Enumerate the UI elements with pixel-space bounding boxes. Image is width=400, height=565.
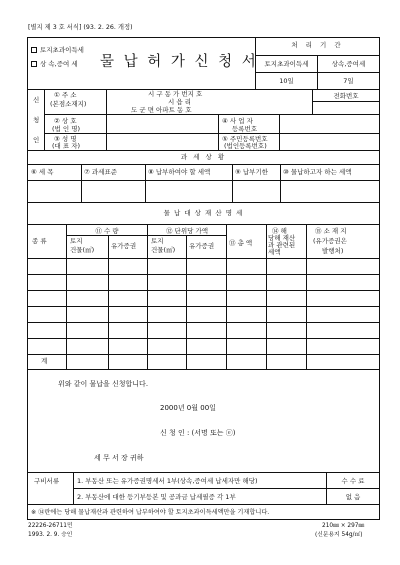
applicant-char-2: 청 (33, 116, 40, 124)
related-tax-header-2: 당해 재산 (268, 234, 296, 242)
declaration-date: 2000년 0월 00일 (160, 404, 216, 412)
tax-col-1 (81, 164, 82, 202)
tax-col-3 (232, 164, 233, 202)
qty-price-subline (66, 235, 226, 236)
company-label: ② 상 호 (54, 117, 77, 125)
location-header-1: ⑮ 소 재 지 (315, 227, 347, 235)
applicant-char-3: 인 (33, 136, 40, 144)
address-sublabel: (본점소재지) (50, 100, 87, 108)
phone-label[interactable]: 전화번호 (333, 92, 359, 100)
name-label: ③ 성 명 (54, 135, 77, 143)
inherit-tax-checkbox[interactable] (31, 61, 37, 67)
biz-number-label: ④ 사 업 자 (222, 117, 253, 125)
property-row-1 (27, 274, 380, 275)
related-tax-header-3: 과 관련된 (268, 241, 296, 249)
note-text: ※ ⑭란에는 당해 물납재산과 관련하여 납부하여야 할 토지초과이득세액만을 기재합니다. (31, 509, 270, 516)
price-securities-header: 유가증권 (189, 242, 215, 250)
address-line-1: 시 구 동 가 번지 호 (148, 90, 203, 98)
documents-label: 구비서류 (34, 477, 60, 485)
name-sublabel: (대 표 자) (52, 142, 81, 150)
prop-col-3 (147, 224, 148, 369)
id-number-sublabel: (법인등록번호) (224, 142, 267, 150)
documents-item-2: 2. 부동산에 대한 등기부등본 및 공과금 납세필증 각 1부 (77, 493, 236, 501)
applicant-side-line (44, 89, 45, 150)
frame-bottom (27, 519, 380, 520)
property-row-3 (27, 306, 380, 307)
id-number-label: ⑤ 주민등록번호 (222, 135, 268, 143)
property-section-title: 물 납 대 상 재 산 명 세 (163, 209, 244, 217)
period-line-2 (255, 72, 380, 73)
location-header-2: (유가증권은 (313, 237, 347, 245)
inherit-tax-option: 상 속,증여 세 (40, 60, 78, 68)
applicant-char-1: 신 (33, 96, 40, 104)
docs-row-line (73, 488, 380, 489)
applicant-label-line (106, 89, 107, 150)
property-row-5 (27, 338, 380, 339)
header-bottom (27, 89, 380, 90)
tax-due-header: ⑧ 납부하여야 할 세액 (148, 168, 211, 176)
tax-deadline-header: ⑨ 납부기한 (235, 168, 269, 176)
company-sublabel: (법 인 명) (52, 125, 81, 133)
total-row-label: 계 (41, 357, 48, 365)
price-land-unit: 건물(㎡) (151, 246, 176, 254)
prop-col-4 (186, 235, 187, 369)
qty-securities-header: 유가증권 (111, 242, 137, 250)
frame-top (27, 37, 380, 38)
footer-paper-type: (신문용지 54g/㎡) (315, 532, 363, 538)
qty-land-unit: 건물(㎡) (70, 246, 95, 254)
tax-base-header: ⑦ 과세표준 (84, 168, 118, 176)
property-header-bottom (27, 258, 380, 259)
location-header-3: 발행처) (322, 247, 344, 255)
land-tax-checkbox[interactable] (31, 47, 37, 53)
tax-inkind-header: ⑩ 물납하고자 하는 세액 (283, 168, 352, 176)
prop-col-7 (306, 224, 307, 369)
unit-price-header: ⑫ 단위당 가액 (165, 227, 209, 235)
tax-col-4 (280, 164, 281, 202)
company-bottom (44, 133, 380, 134)
tax-title-line (27, 164, 380, 165)
property-row-2 (27, 290, 380, 291)
documents-item-1: 1. 부동산 또는 유가증권명세서 1부(상속,증여세 납세자만 해당) (77, 477, 258, 485)
land-tax-option: 토지초과이득세 (40, 46, 84, 54)
tax-col-2 (145, 164, 146, 202)
declaration-addressee: 세 무 서 장 귀하 (94, 454, 144, 462)
period-land-days: 10일 (279, 77, 294, 85)
address-label: ① 주 소 (54, 91, 77, 99)
applicant-mid-line (218, 114, 219, 150)
footer-paper-size: 210㎜ × 297㎜ (322, 523, 365, 529)
property-row-4 (27, 322, 380, 323)
footer-code: 22226-26711민 (28, 523, 73, 529)
frame-left (27, 37, 28, 520)
total-amount-header: ⑬ 총 액 (229, 239, 253, 247)
prop-col-6 (266, 224, 267, 369)
address-line-2: 시 읍 리 (168, 98, 191, 106)
footer-approval: 1993. 2. 9. 승인 (28, 532, 73, 538)
prop-col-2 (108, 235, 109, 369)
declaration-statement: 위와 같이 물납을 신청합니다. (58, 380, 149, 388)
applicant-bottom (27, 150, 380, 151)
period-inherit-tax: 상속,증여세 (331, 60, 366, 68)
declaration-bottom (27, 472, 380, 473)
frame-right (379, 37, 380, 520)
property-bottom (27, 369, 380, 370)
period-land-tax: 토지초과이득세 (264, 60, 309, 68)
tax-header-bottom (27, 180, 380, 181)
phone-line (312, 101, 380, 102)
property-row-6 (27, 354, 380, 355)
quantity-header: ⑪ 수 량 (95, 227, 119, 235)
processing-period-label: 처 리 기 간 (291, 41, 344, 49)
biz-number-sublabel: 등록번호 (232, 125, 258, 133)
qty-land-header: 토지 (70, 237, 83, 245)
address-line-3: 도 군 면 아파트 동 호 (131, 106, 192, 114)
applicant-value-line (279, 114, 280, 150)
period-inherit-days: 7일 (343, 77, 354, 85)
property-title-line (27, 224, 380, 225)
related-tax-header-4: 세액 (268, 248, 281, 256)
prop-col-1 (66, 224, 67, 369)
address-bottom (44, 114, 380, 115)
related-tax-header-1: ⑭ 해 (272, 227, 287, 235)
tax-item-header: ⑥ 세 목 (31, 168, 54, 176)
price-land-header: 토지 (151, 237, 164, 245)
form-number: [별지 제 3 호 서식] (93. 2. 26. 개정) (28, 24, 133, 31)
fee-value: 없 음 (345, 493, 361, 501)
declaration-applicant: 신 청 인 : (서명 또는 ⓔ) (160, 429, 236, 437)
fee-label: 수 수 료 (341, 477, 365, 485)
form-title: 물 납 허 가 신 청 서 (100, 54, 259, 70)
documents-bottom (27, 504, 380, 505)
kind-header: 종 류 (32, 237, 47, 245)
prop-col-5 (226, 224, 227, 369)
tax-bottom (27, 202, 380, 203)
tax-section-title: 과 세 상 황 (180, 153, 227, 161)
